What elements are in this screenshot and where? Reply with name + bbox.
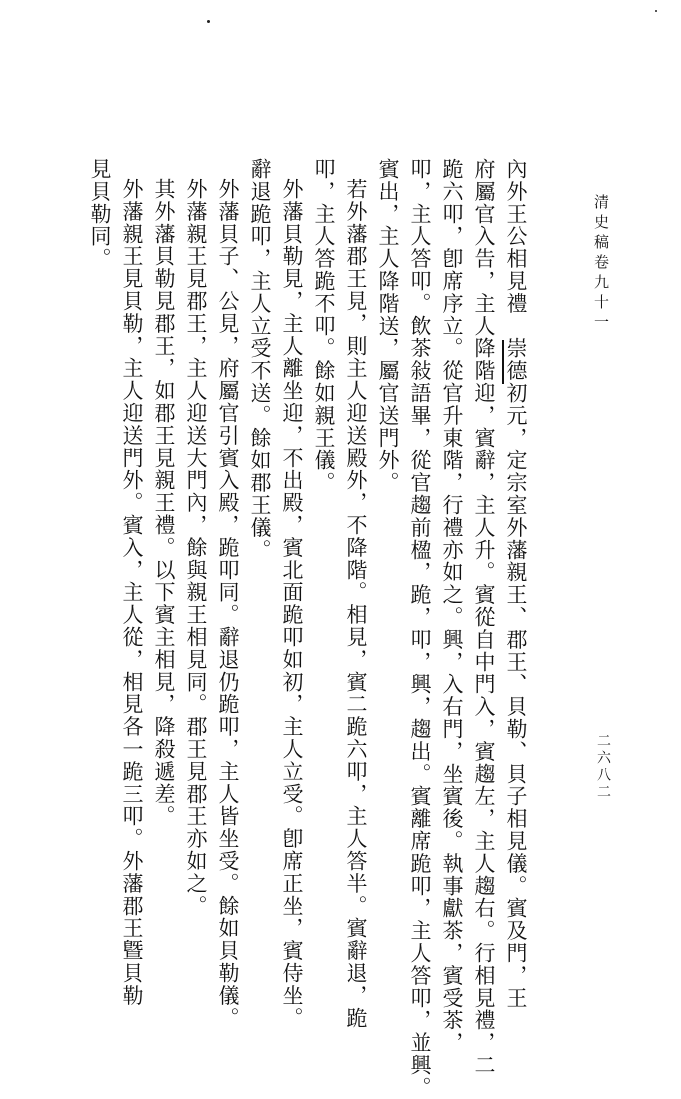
text-column: 外藩貝子、公見，府屬官引賓入殿，跪叩同。辭退仍跪叩，主人皆坐受。餘如貝勒儀。 (216, 178, 240, 1030)
print-speck (655, 10, 657, 12)
text-column: 其外藩貝勒見郡王，如郡王見親王禮。以下賓主相見，降殺遞差。 (152, 178, 176, 828)
running-title: 清史稿卷九十一 (592, 194, 610, 334)
proper-name-mark (502, 340, 504, 384)
text-column: 叩，主人答叩。飲茶敍語畢，從官趨前楹，跪，叩，興，趨出。賓離席跪叩，主人答叩，並興。 (408, 158, 432, 1099)
text-column: 跪六叩，卽席序立。從官升東階，行禮亦如之。興，入右門，坐賓後。執事獻茶，賓受茶， (440, 158, 464, 1054)
print-speck (207, 20, 210, 23)
text-column: 府屬官入告，主人降階迎，賓辭，主人升。賓從自中門入，賓趨左，主人趨右。行相見禮，二 (472, 158, 496, 1077)
text-column: 叩，主人答跪不叩。餘如親王儀。 (312, 158, 336, 494)
page-number: 二六八二 (595, 733, 611, 801)
text-column: 內外王公相見禮 崇德初元，定宗室外藩親王、郡王、貝勒、貝子相見儀。賓及門，王 (504, 158, 528, 1010)
text-column: 見貝勒同。 (88, 158, 112, 270)
text-column: 若外藩郡王見，則主人迎送殿外，不降階。相見，賓二跪六叩，主人答半。賓辭退，跪 (344, 178, 368, 1030)
text-column: 賓出，主人降階送，屬官送門外。 (376, 158, 400, 494)
text-column: 辭退跪叩，主人立受不送。餘如郡王儀。 (248, 158, 272, 562)
text-column: 外藩親王見郡王，主人迎送大門內，餘與親王相見同。郡王見郡王亦如之。 (184, 178, 208, 918)
text-column: 外藩親王見貝勒，主人迎送門外。賓入，主人從，相見各一跪三叩。外藩郡王曁貝勒 (120, 178, 144, 1007)
text-column: 外藩貝勒見，主人離坐迎，不出殿，賓北面跪叩如初，主人立受。卽席正坐，賓侍坐。 (280, 178, 304, 1030)
